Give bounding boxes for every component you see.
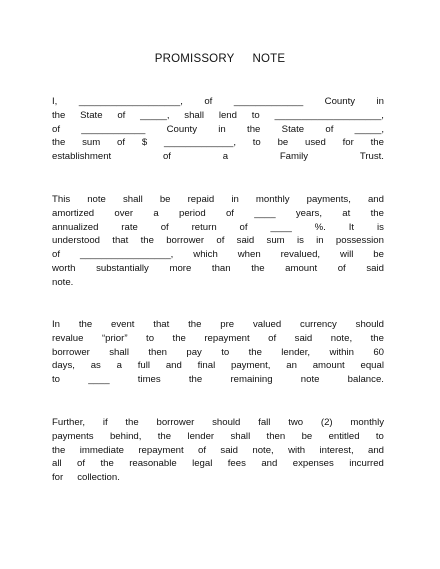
word: full xyxy=(137,360,151,372)
word: State xyxy=(281,123,305,135)
word: of xyxy=(77,458,86,470)
paragraph-default xyxy=(52,416,384,485)
blank-field: ____ xyxy=(270,221,292,233)
word: In xyxy=(52,319,61,330)
blank-field: ____ xyxy=(88,374,110,386)
word: at xyxy=(342,207,351,219)
word: the xyxy=(247,123,261,135)
word: be xyxy=(373,249,384,261)
word: of xyxy=(204,96,213,107)
blank-field: _____________ xyxy=(233,96,304,107)
word: payment, xyxy=(231,360,271,372)
word: annualized xyxy=(52,221,99,233)
paragraph-repayment xyxy=(52,193,384,290)
word: note. xyxy=(52,276,74,288)
word: the xyxy=(157,430,172,442)
text-line xyxy=(52,193,384,207)
word: interest, xyxy=(319,444,354,456)
text-line xyxy=(52,221,384,235)
word: with xyxy=(288,444,306,456)
word: is xyxy=(296,235,304,247)
word: the xyxy=(188,319,202,330)
word: payments, xyxy=(306,194,351,205)
word: of xyxy=(268,332,277,344)
word: Trust. xyxy=(359,151,384,163)
word: the xyxy=(251,262,265,274)
text-line xyxy=(52,136,384,150)
word: a xyxy=(153,207,159,219)
word: of xyxy=(52,249,61,261)
word: fees xyxy=(227,458,246,470)
word: It xyxy=(348,221,355,233)
word: for xyxy=(342,137,354,149)
blank-field: ____ xyxy=(254,207,276,219)
word: monthly xyxy=(350,417,384,428)
blank-field: ____________________, xyxy=(274,109,384,121)
word: an xyxy=(286,360,297,372)
text-line xyxy=(52,332,384,346)
word: to xyxy=(221,346,230,358)
word: I, xyxy=(52,96,58,107)
word: be xyxy=(277,137,289,149)
word: as xyxy=(90,360,101,372)
text-line xyxy=(52,416,384,430)
word: fall xyxy=(258,417,271,428)
word: said xyxy=(220,444,238,456)
word: period xyxy=(178,207,206,219)
word: over xyxy=(114,207,134,219)
word: the xyxy=(52,444,66,456)
word: which xyxy=(193,249,218,261)
word: used xyxy=(305,137,326,149)
word: repayment xyxy=(138,444,184,456)
text-line xyxy=(52,276,384,290)
word: event xyxy=(110,319,135,330)
text-line xyxy=(52,207,384,221)
word: 60 xyxy=(373,346,384,358)
word: reasonable xyxy=(129,458,177,470)
text-line xyxy=(52,444,384,458)
word: amount xyxy=(312,360,345,372)
word: note xyxy=(87,194,106,205)
word: the xyxy=(172,332,186,344)
word: two xyxy=(288,417,304,428)
word: of xyxy=(225,207,234,219)
word: more xyxy=(169,262,192,274)
word: This xyxy=(52,194,71,205)
word: revalued, xyxy=(280,249,321,261)
word: all xyxy=(52,458,62,470)
blank-field: ____________ xyxy=(81,123,146,135)
word: for xyxy=(52,472,64,484)
word: currency xyxy=(300,319,337,330)
word: Family xyxy=(279,151,309,163)
text-line xyxy=(52,150,384,164)
title-word-note: NOTE xyxy=(252,53,286,65)
word: a xyxy=(222,151,229,163)
word: years, xyxy=(295,207,322,219)
word: of xyxy=(198,444,207,456)
word: borrower xyxy=(166,235,205,247)
text-line xyxy=(52,318,384,332)
word: rate xyxy=(121,221,138,233)
word: the xyxy=(248,346,262,358)
text-line xyxy=(52,123,384,137)
blank-field: ___________________, xyxy=(78,96,183,107)
word: in xyxy=(376,96,384,107)
word: equal xyxy=(360,360,384,372)
word: County xyxy=(166,123,198,135)
word: shall xyxy=(230,430,251,442)
word: lend xyxy=(218,109,237,121)
word: legal xyxy=(192,458,213,470)
word: to xyxy=(375,430,384,442)
word: understood xyxy=(52,235,101,247)
word: lender, xyxy=(281,346,311,358)
text-line xyxy=(52,109,384,123)
word: expenses xyxy=(292,458,334,470)
word: final xyxy=(197,360,216,372)
blank-field: $ xyxy=(141,137,148,149)
word: incurred xyxy=(349,458,384,470)
word: should xyxy=(355,319,384,330)
word: of xyxy=(162,151,171,163)
word: if xyxy=(102,417,108,428)
word: and xyxy=(367,444,384,456)
blank-field: _____________, xyxy=(163,137,236,149)
word: substantially xyxy=(96,262,149,274)
word: sum xyxy=(82,137,101,149)
word: note, xyxy=(330,332,353,344)
word: “prior” xyxy=(101,332,128,344)
word: the xyxy=(78,319,93,330)
text-line xyxy=(52,248,384,262)
word: to xyxy=(146,332,155,344)
word: in xyxy=(218,123,226,135)
word: balance. xyxy=(347,374,384,386)
word: said xyxy=(366,262,384,274)
word: of xyxy=(216,235,225,247)
word: and xyxy=(261,458,278,470)
word: establishment xyxy=(52,151,112,163)
word: to xyxy=(252,137,261,149)
word: possession xyxy=(335,235,384,247)
blank-field: _________________, xyxy=(79,249,174,261)
word: that xyxy=(153,319,170,330)
word: of xyxy=(337,262,346,274)
word: remaining xyxy=(230,374,273,386)
word: is xyxy=(376,221,384,233)
word: of xyxy=(117,109,126,121)
word: lender xyxy=(187,430,215,442)
word: shall xyxy=(184,109,205,121)
text-line xyxy=(52,373,384,387)
text-line xyxy=(52,471,384,485)
word: of xyxy=(52,123,61,135)
word: note, xyxy=(252,444,274,456)
word: State xyxy=(80,109,103,121)
word: return xyxy=(191,221,217,233)
word: sum xyxy=(266,235,285,247)
word: amortized xyxy=(52,207,95,219)
text-line xyxy=(52,95,384,109)
word: borrower xyxy=(156,417,195,428)
text-line xyxy=(52,234,384,248)
word: immediate xyxy=(79,444,124,456)
word: be xyxy=(301,430,313,442)
word: pre xyxy=(220,319,235,330)
word: revalue xyxy=(52,332,84,344)
word: the xyxy=(100,458,114,470)
word: worth xyxy=(52,262,76,274)
word: amount xyxy=(285,262,318,274)
word: pay xyxy=(186,346,202,358)
word: County xyxy=(324,96,356,107)
word: then xyxy=(266,430,286,442)
word: the xyxy=(140,235,154,247)
word: the xyxy=(52,109,66,121)
word: monthly xyxy=(255,194,290,205)
word: a xyxy=(116,360,122,372)
word: and xyxy=(165,360,182,372)
word: said xyxy=(294,332,313,344)
word: repayment xyxy=(204,332,250,344)
text-line xyxy=(52,346,384,360)
blank-field: _____, xyxy=(354,123,384,135)
word: the xyxy=(370,137,384,149)
word: of xyxy=(239,221,248,233)
word: times xyxy=(137,374,161,386)
text-line xyxy=(52,430,384,444)
word: that xyxy=(112,235,129,247)
word: then xyxy=(148,346,167,358)
word: when xyxy=(237,249,261,261)
word: entitled xyxy=(328,430,360,442)
word: in xyxy=(316,235,324,247)
word: the xyxy=(188,374,203,386)
text-line xyxy=(52,262,384,276)
word: the xyxy=(52,137,66,149)
document-title xyxy=(0,53,440,65)
word: of xyxy=(160,221,169,233)
word: to xyxy=(52,374,61,386)
word: shall xyxy=(123,194,143,205)
word: behind, xyxy=(109,430,142,442)
word: borrower xyxy=(52,346,90,358)
word: than xyxy=(211,262,231,274)
word: will xyxy=(340,249,354,261)
word: said xyxy=(236,235,255,247)
word: to xyxy=(251,109,260,121)
paragraph-revaluation xyxy=(52,318,384,387)
word: shall xyxy=(109,346,129,358)
word: should xyxy=(212,417,241,428)
word: days, xyxy=(52,360,75,372)
word: (2) xyxy=(320,417,333,428)
word: the xyxy=(370,332,384,344)
word: the xyxy=(125,417,139,428)
paragraph-loan-terms xyxy=(52,95,384,164)
title-word-promissory: PROMISSORY xyxy=(154,53,235,65)
word: in xyxy=(231,194,239,205)
word: %. xyxy=(314,221,326,233)
word: note xyxy=(300,374,320,386)
word: payments xyxy=(52,430,94,442)
word: of xyxy=(117,137,126,149)
word: and xyxy=(367,194,384,205)
text-line xyxy=(52,457,384,471)
word: the xyxy=(370,207,384,219)
word: repaid xyxy=(187,194,215,205)
word: be xyxy=(159,194,171,205)
word: collection. xyxy=(77,472,120,484)
word: within xyxy=(329,346,354,358)
text-line xyxy=(52,359,384,373)
word: valued xyxy=(252,319,282,330)
blank-field: _____, xyxy=(140,109,170,121)
word: Further, xyxy=(52,417,86,428)
word: of xyxy=(325,123,334,135)
